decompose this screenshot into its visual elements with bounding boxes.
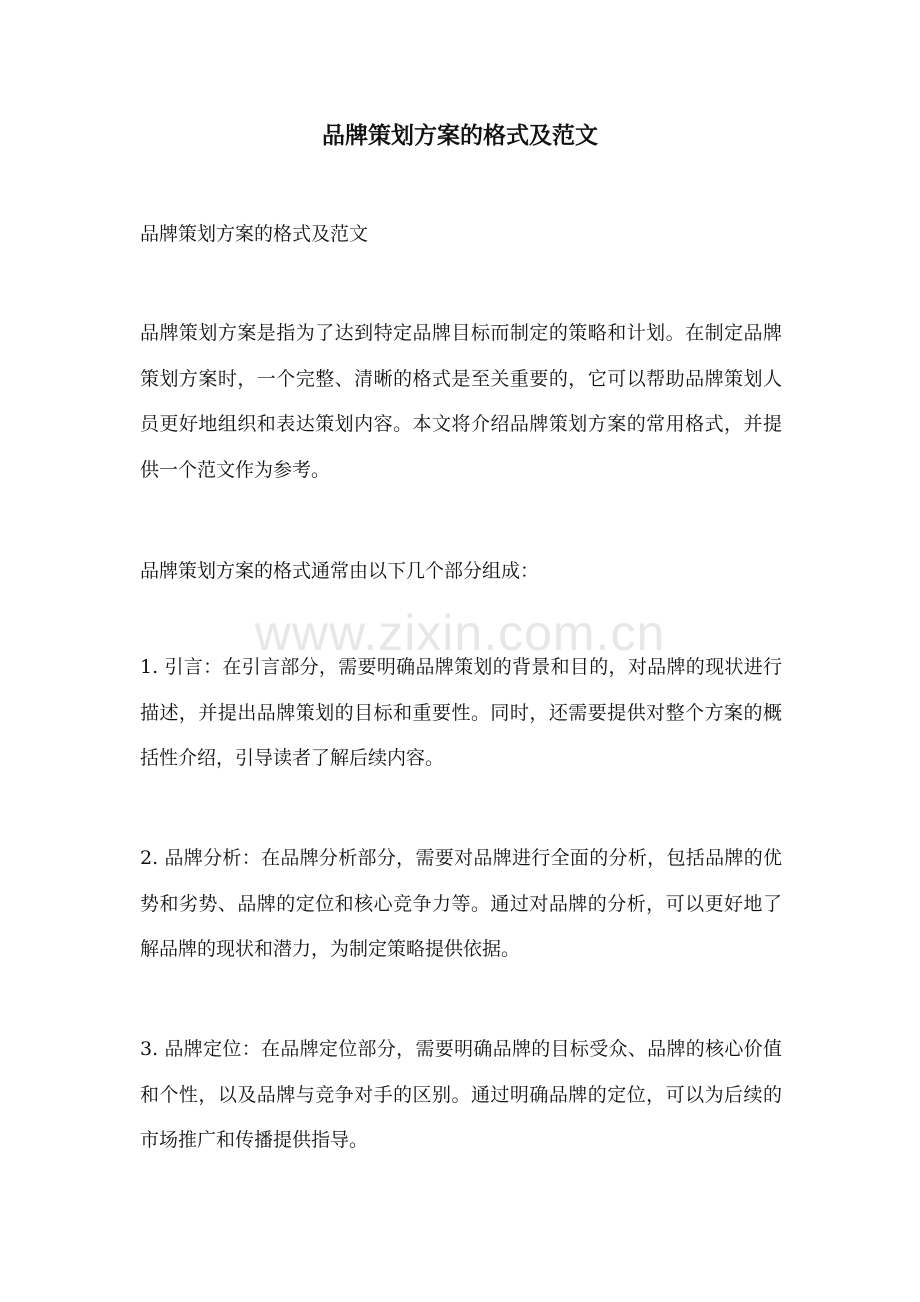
paragraph-format-overview: 品牌策划方案的格式通常由以下几个部分组成： xyxy=(140,560,540,582)
paragraph-section-1: 1. 引言：在引言部分，需要明确品牌策划的背景和目的，对品牌的现状进行描述，并提出品牌策划的目标和重要性。同时，还需要提供对整个方案的概括性介绍，引导读者了解后续内容。 xyxy=(140,656,782,769)
paragraph-intro: 品牌策划方案是指为了达到特定品牌目标而制定的策略和计划。在制定品牌策划方案时，一个完整、清晰的格式是至关重要的，它可以帮助品牌策划人员更好地组织和表达策划内容。本文将介绍品牌策划方案的常用格式，并提供一个范文作为参考。 xyxy=(140,322,782,481)
document-subtitle: 品牌策划方案的格式及范文 xyxy=(140,223,369,245)
paragraph-section-2: 2. 品牌分析：在品牌分析部分，需要对品牌进行全面的分析，包括品牌的优势和劣势、品牌的定位和核心竞争力等。通过对品牌的分析，可以更好地了解品牌的现状和潜力，为制定策略提供依据。 xyxy=(140,847,782,960)
watermark: www.zixin.com.cn xyxy=(254,605,666,661)
paragraph-section-3: 3. 品牌定位：在品牌定位部分，需要明确品牌的目标受众、品牌的核心价值和个性，以及品牌与竞争对手的区别。通过明确品牌的定位，可以为后续的市场推广和传播提供指导。 xyxy=(140,1038,782,1151)
document-title: 品牌策划方案的格式及范文 xyxy=(322,122,598,149)
